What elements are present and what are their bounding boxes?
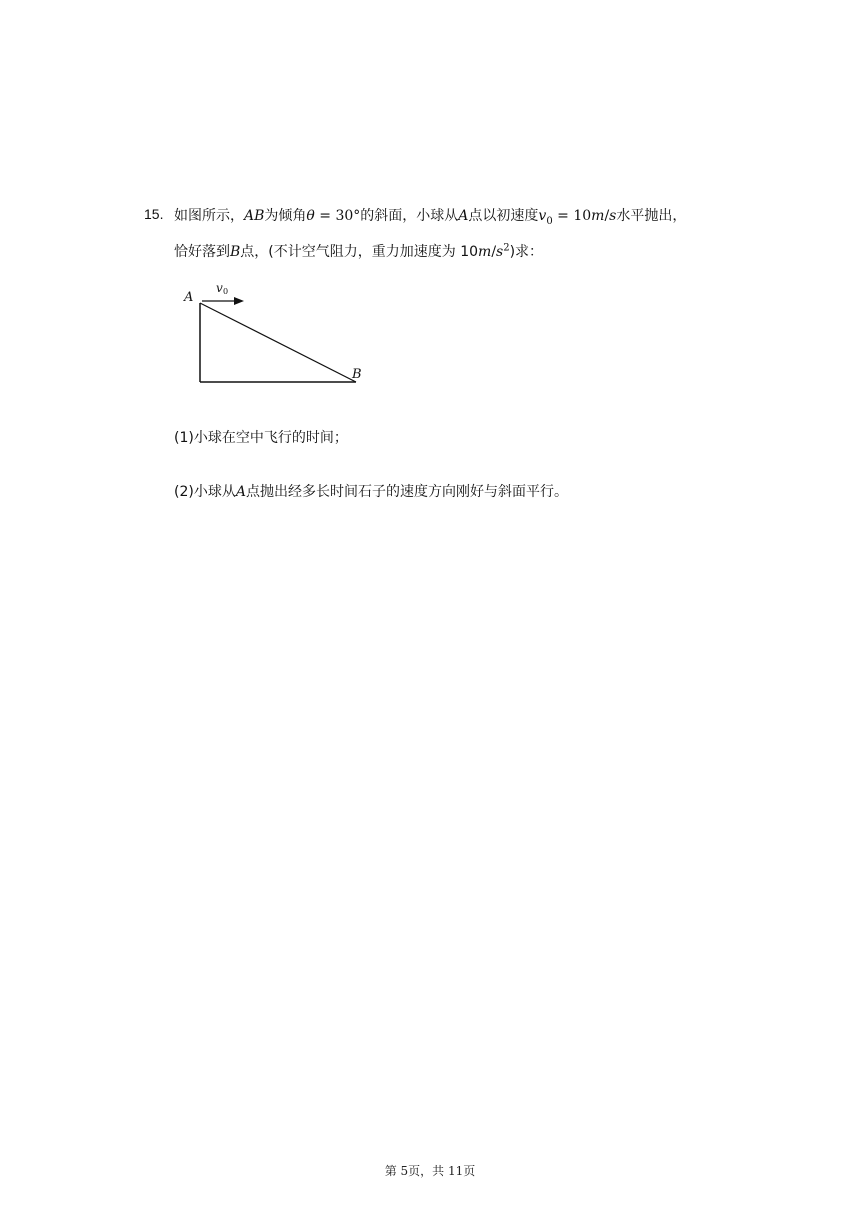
incline-edge [200, 303, 356, 382]
text-segment: 恰好落到 [174, 244, 230, 260]
math-v: v [538, 208, 547, 224]
sub-question-1: (1)小球在空中飞行的时间； [174, 430, 348, 446]
question-number: 15. [144, 206, 164, 222]
math-unit-s: s [496, 244, 504, 260]
math-unit-s: s [609, 208, 617, 224]
page-footer: 第 5页，共 11页 [384, 1164, 476, 1178]
math-slash: / [491, 244, 497, 260]
label-a: A [184, 290, 194, 305]
incline-figure [178, 276, 378, 388]
text-segment: (2)小球从 [174, 484, 236, 500]
math-superscript: 2 [503, 242, 510, 254]
text-segment: )求： [509, 244, 544, 260]
label-v-subscript: 0 [223, 287, 229, 296]
question-text-line-1 [174, 206, 686, 226]
math-unit-m: m [478, 244, 492, 260]
math-ab: AB [244, 208, 265, 224]
text-segment: 为倾角 [264, 208, 307, 224]
math-slash: / [604, 208, 610, 224]
text-segment: 点抛出经多长时间石子的速度方向刚好与斜面平行。 [245, 484, 568, 500]
question-text-line-2 [174, 242, 543, 262]
text-segment: 点以初速度 [468, 208, 539, 224]
label-v: v [216, 281, 223, 295]
math-unit-m: m [591, 208, 605, 224]
text-segment: 水平抛出， [616, 208, 687, 224]
math-point-a: A [458, 208, 469, 224]
math-point-b: B [230, 244, 241, 260]
label-b: B [352, 367, 362, 382]
text-segment: 的斜面，小球从 [360, 208, 459, 224]
math-theta: θ [306, 208, 315, 224]
arrow-head-icon [234, 297, 244, 305]
math-point-a: A [235, 484, 246, 500]
text-segment: 如图所示， [174, 208, 244, 224]
math-speed-value: = 10 [552, 208, 592, 224]
math-angle-value: = 30° [314, 208, 361, 224]
text-segment: 点，(不计空气阻力，重力加速度为 10 [240, 244, 479, 260]
math-v-subscript: 0 [546, 215, 553, 227]
sub-question-2 [174, 482, 568, 502]
